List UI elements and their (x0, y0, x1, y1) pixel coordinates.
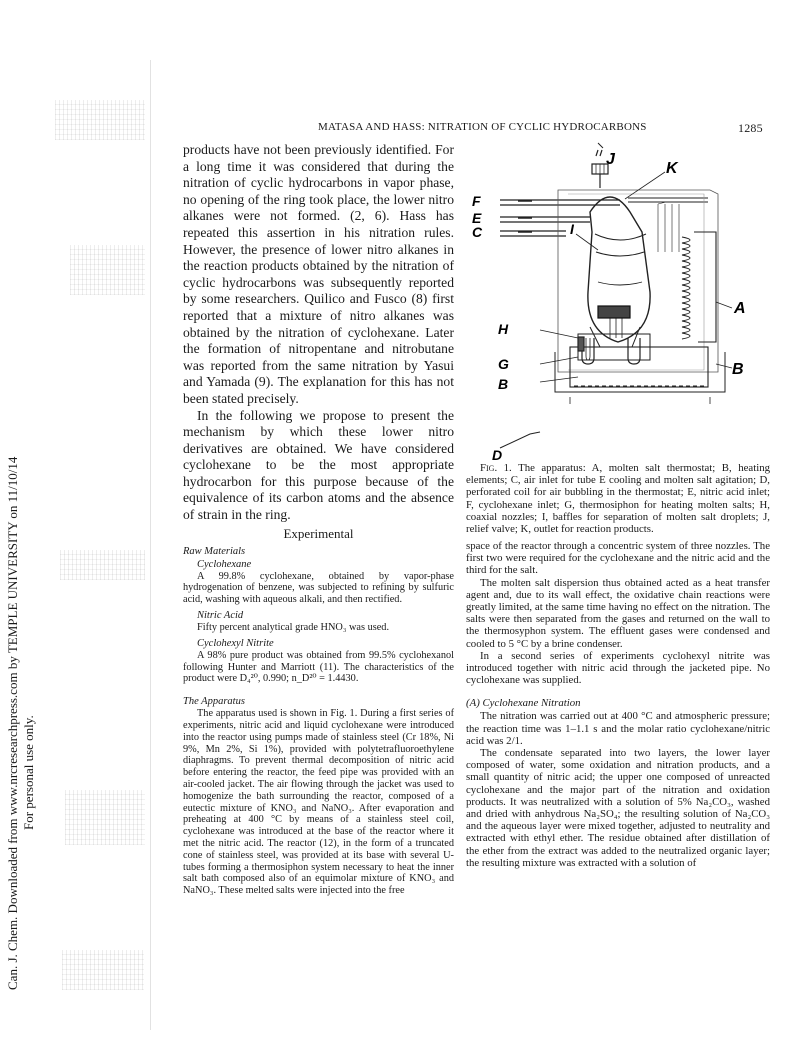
text-cyclohexane: A 99.8% cyclohexane, obtained by vapor-phase hydrogenation of benzene, was subjected to refining by sulfuric acid, washing with aqueous alkali, and then rectified. (183, 570, 454, 606)
page-gutter-line (150, 60, 151, 1030)
figure-caption (466, 462, 770, 535)
subheading-raw-materials: Raw Materials (183, 545, 246, 557)
scan-artifact (60, 550, 145, 580)
right-column (466, 540, 770, 869)
subheading-cyclohexane-nitration: (A) Cyclohexane Nitration (466, 697, 581, 710)
scan-artifact (70, 245, 145, 295)
text-apparatus: The apparatus used is shown in Fig. 1. During a first series of experiments, nitric acid and liquid cyclohexane were introduced into the reactor using pumps made of stainless steel (Cr 18%, Ni 9%, Mn 2%, Si 1%), provided with polytetrafluoroethylene diaphragms. To prevent thermal decomposition of nitric acid before entering the reactor, the feed pipe was provided with an air-cooled jacket. The air flowing through the jacket was used to homogenize the bath surrounding the reactor, composed of a eutectic mixture of KNO₃ and NaNO₃. After evaporation and preheating at 400 °C by means of a stainless steel coil, cyclohexane was introduced at the base of the reactor where it met the nitric acid. The reactor (12), in the form of a truncated cone of stainless steel, was provided at its base with several U-tubes forming a thermosiphon system necessary to heat the inner salt bath composed also of an equimolar mixture of KNO₃ and NaNO₃. These melted salts were injected into the free (183, 708, 454, 897)
subheading-apparatus: The Apparatus (183, 696, 245, 708)
label-A: A (734, 300, 746, 317)
text-condensate: The condensate separated into two layers, the lower layer composed of water, some oxidation and nitration products, and a small quantity of nitric acid; the upper one composed of unreacted cyclohexane and the major part of the nitration and oxidation products. It was neutralized with a solution of 5% Na₂CO₃, washed and dried with anhydrous Na₂SO₄; the resulting solution of Na₂CO₃ and the aqueous layer were mixed together, adjusted to neutrality and extracted with ethyl ether. The residue obtained after distillation of the ether from the extract was added to the neutralized organic layer; the resulting mixture was extracted with a solution of (466, 747, 770, 869)
subheading-cyclohexane: Cyclohexane (197, 558, 252, 570)
label-F: F (472, 193, 481, 209)
label-D: D (492, 447, 503, 463)
label-B-left: B (498, 376, 509, 392)
label-K: K (666, 160, 678, 177)
scan-artifact (62, 950, 144, 990)
label-E: E (472, 210, 482, 226)
section-heading-experimental: Experimental (283, 525, 354, 541)
caption-text: The apparatus: A, molten salt thermostat; B, heating elements; C, air inlet for tube E cooling and molten salt agitation; D, perforated coil for air bubbling in the thermostat; E, nitric acid inlet; F, cyclohexane inlet; G, thermosiphon for heating molten salts; H, coaxial nozzles; I, baffles for separation of molten salt droplets; J, relief valve; K, outlet for reaction products. (466, 462, 770, 536)
scan-artifact (55, 100, 145, 140)
text-nozzles: space of the reactor through a concentric system of three nozzles. The first two were required for the cyclohexane and the nitric acid and the third for the salt. (466, 540, 770, 577)
intro-paragraph-1: products have not been previously identified. For a long time it was considered that during the nitration of cyclic hydrocarbons in vapor phase, no opening of the ring took place, the lower nitro alkanes were not formed. (2, 6). Hass has repeated this assertion in his nitration rules. However, the presence of lower nitro alkanes in the reaction products obtained by the nitration of cyclic hydrocarbons was subsequently reported by some researchers. Quilico and Fusco (8) first reported that a mixture of nitro alkanes was obtained by the nitration of cyclohexane. Later the formation of nitropentane and nitrobutane was reported from the same nitration by Yasui and Yamada (9). The explanation for this has not been stated precisely. (183, 142, 454, 406)
caption-lead: Fig. 1. (480, 462, 512, 474)
figure-apparatus (470, 142, 770, 472)
text-second-series: In a second series of experiments cyclohexyl nitrite was introduced together with nitric acid through the jacketed pipe. No cyclohexane was supplied. (466, 649, 770, 687)
subheading-nitric-acid: Nitric Acid (197, 610, 244, 622)
text-nitric-acid: Fifty percent analytical grade HNO₃ was used. (197, 622, 390, 634)
text-molten-salt: The molten salt dispersion thus obtained acted as a heat transfer agent and, due to its wall effect, the oxidative chain reactions were greatly limited, at the same time having no effect on the nitration. The salts were then separated from the gases and returned on the wall to the thermosyphon system. The effluent gases were condensed and cooled to 5 °C by a brine condenser. (466, 576, 770, 650)
label-C: C (472, 224, 483, 240)
page-number: 1285 (738, 121, 763, 135)
text-nitration-conditions: The nitration was carried out at 400 °C and atmospheric pressure; the reaction time was 1–1.1 s and the molar ratio cyclohexane/nitric acid was 2/1. (466, 710, 770, 747)
running-head-title: MATASA AND HASS: NITRATION OF CYCLIC HYDROCARBONS (318, 121, 647, 133)
label-J: J (606, 151, 615, 168)
scan-margin (0, 0, 150, 1051)
apparatus-diagram (470, 142, 770, 472)
text-cyclohexyl-nitrite: A 98% pure product was obtained from 99.5% cyclohexanol following Hunter and Marriott (11). The characteristics of the product were D₄²⁰, 0.990; n_D²⁰ = 1.4430. (183, 649, 454, 685)
intro-paragraph-2: In the following we propose to present the mechanism by which these lower nitro derivatives are obtained. We have considered cyclohexane to be the most appropriate hydrocarbon for this purpose because of the equivalence of its carbon atoms and the absence of strain in the ring. (183, 407, 454, 523)
watermark-line-1: Can. J. Chem. Downloaded from www.nrcresearchpress.com by TEMPLE UNIVERSITY on 11/10/14 (5, 456, 20, 990)
label-H: H (498, 321, 509, 337)
watermark-line-2: For personal use only. (21, 715, 36, 830)
label-B-right: B (732, 361, 744, 378)
label-G: G (498, 356, 509, 372)
scan-artifact (65, 790, 145, 845)
left-column (183, 142, 454, 897)
subheading-cyclohexyl-nitrite: Cyclohexyl Nitrite (197, 637, 274, 649)
label-I: I (570, 221, 574, 237)
